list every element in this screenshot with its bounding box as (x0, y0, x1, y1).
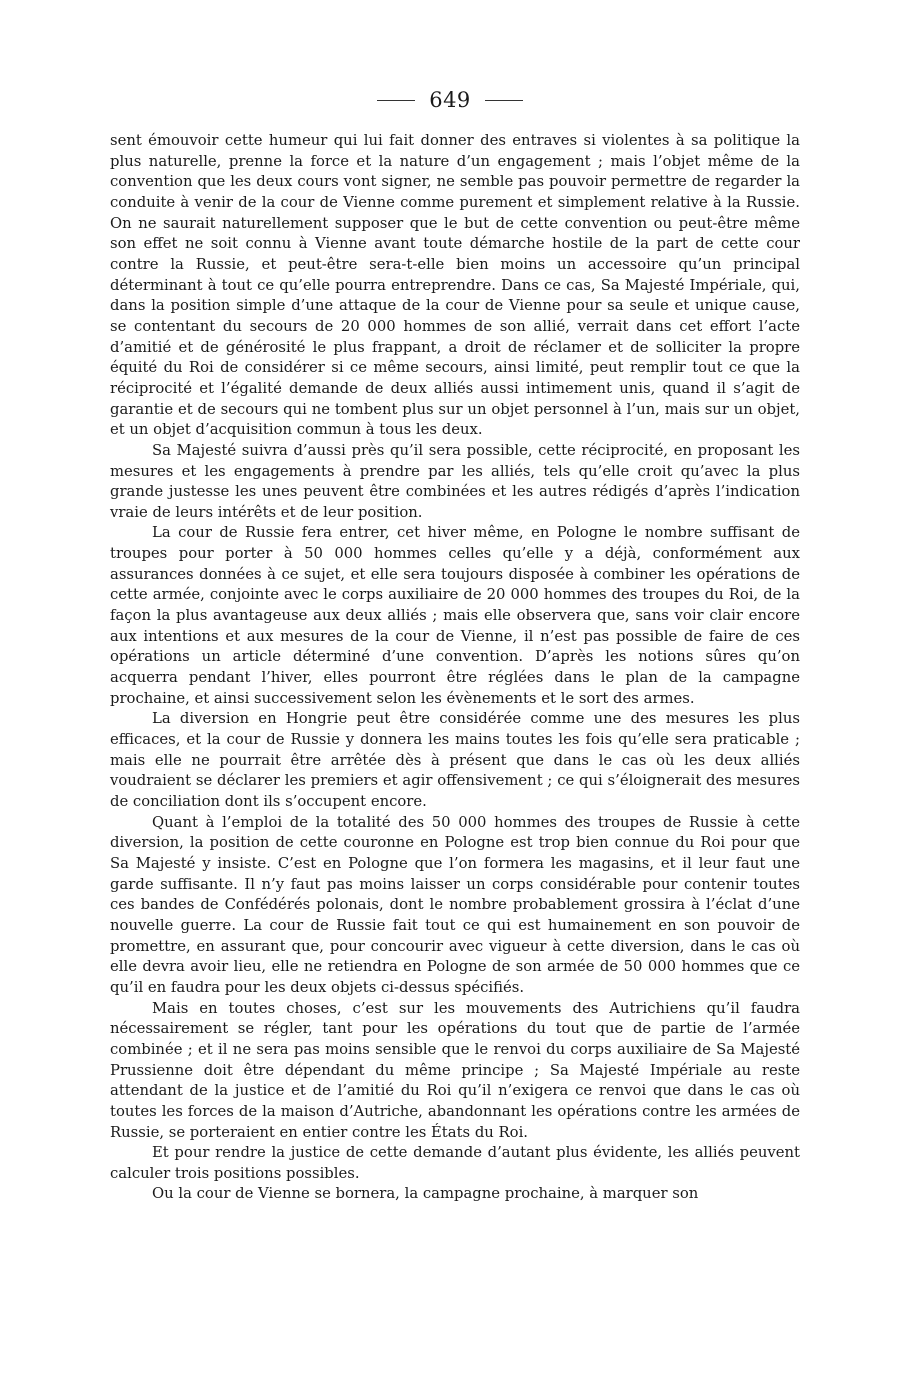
page-number: 649 (429, 88, 471, 112)
body-text (110, 131, 800, 1205)
paragraph: Sa Majesté suivra d’aussi près qu’il sera possible, cette réciprocité, en proposant les mesures et les engagements à prendre par les alliés, tels qu’elle croit qu’avec la plus grande justesse les unes peuvent être combinées et les autres rédigés d’après l’indication vraie de leurs intérêts et de leur position. (110, 441, 800, 521)
paragraph: Ou la cour de Vienne se bornera, la campagne prochaine, à marquer son (152, 1185, 699, 1203)
paragraph: La diversion en Hongrie peut être considérée comme une des mesures les plus efficaces, et la cour de Russie y donnera les mains toutes les fois qu’elle sera praticable ; mais elle ne pourrait être arrêtée dès à présent que dans le cas où les deux alliés voudraient se déclarer les premiers et agir offensivement ; ce qui s’éloignerait des mesures de conciliation dont ils s’occupent encore. (110, 710, 800, 810)
paragraph: Quant à l’emploi de la totalité des 50 000 hommes des troupes de Russie à cette diversion, la position de cette couronne en Pologne est trop bien connue du Roi pour que Sa Majesté y insiste. C’est en Pologne que l’on formera les magasins, et il leur faut une garde suffisante. Il n’y faut pas moins laisser un corps considérable pour contenir toutes ces bandes de Confédérés polonais, dont le nombre probablement grossira à l’éclat d’une nouvelle guerre. La cour de Russie fait tout ce qui est humainement en son pouvoir de promettre, en assurant que, pour concourir avec vigueur à cette diversion, dans le cas où elle devra avoir lieu, elle ne retiendra en Pologne de son armée de 50 000 hommes que ce qu’il en faudra pour les deux objets ci-dessus spécifiés. (110, 813, 800, 996)
page-header (0, 82, 900, 118)
paragraph: sent émouvoir cette humeur qui lui fait donner des entraves si violentes à sa politique la plus naturelle, prenne la force et la nature d’un engagement ; mais l’objet même de la convention que les deux cours vont signer, ne semble pas pouvoir permettre de regarder la conduite à venir de la cour de Vienne comme purement et simplement relative à la Russie. On ne saurait naturellement supposer que le but de cette convention ou peut-être même son effet ne soit connu à Vienne avant toute démarche hostile de la part de cette cour contre la Russie, et peut-être sera-t-elle bien moins un accessoire qu’un principal déterminant à tout ce qu’elle pourra entreprendre. Dans ce cas, Sa Majesté Impériale, qui, dans la position simple d’une attaque de la cour de Vienne pour sa seule et unique cause, se contentant du secours de 20 000 hommes de son allié, verrait dans cet effort l’acte d’amitié et de générosité le plus frappant, a droit de réclamer et de solliciter la propre équité du Roi de considérer si ce même secours, ainsi limité, peut remplir tout ce que la réciprocité et l’égalité demande de deux alliés aussi intimement unis, quand il s’agit de garantie et de secours qui ne tombent plus sur un objet personnel à l’un, mais sur un objet, et un objet d’acquisition commun à tous les deux. (110, 132, 800, 439)
header-rule-left (377, 100, 415, 101)
header-rule-right (485, 100, 523, 101)
paragraph: Et pour rendre la justice de cette demande d’autant plus évidente, les alliés peuvent calculer trois positions possibles. (110, 1144, 800, 1182)
paragraph: Mais en toutes choses, c’est sur les mouvements des Autrichiens qu’il faudra nécessairement se régler, tant pour les opérations du tout que de partie de l’armée combinée ; et il ne sera pas moins sensible que le renvoi du corps auxiliaire de Sa Majesté Prussienne doit être dépendant du même principe ; Sa Majesté Impériale au reste attendant de la justice et de l’amitié du Roi qu’il n’exigera ce renvoi que dans le cas où toutes les forces de la maison d’Autriche, abandonnant les opérations contre les armées de Russie, se porteraient en entier contre les États du Roi. (110, 999, 800, 1141)
paragraph: La cour de Russie fera entrer, cet hiver même, en Pologne le nombre suffisant de troupes pour porter à 50 000 hommes celles qu’elle y a déjà, conformément aux assurances données à ce sujet, et elle sera toujours disposée à combiner les opérations de cette armée, conjointe avec le corps auxiliaire de 20 000 hommes des troupes du Roi, de la façon la plus avantageuse aux deux alliés ; mais elle observera que, sans voir clair encore aux intentions et aux mesures de la cour de Vienne, il n’est pas possible de faire de ces opérations un article déterminé d’une convention. D’après les notions sûres qu’on acquerra pendant l’hiver, elles pourront être réglées dans le plan de la campagne prochaine, et ainsi successivement selon les évènements et le sort des armes. (110, 524, 800, 707)
